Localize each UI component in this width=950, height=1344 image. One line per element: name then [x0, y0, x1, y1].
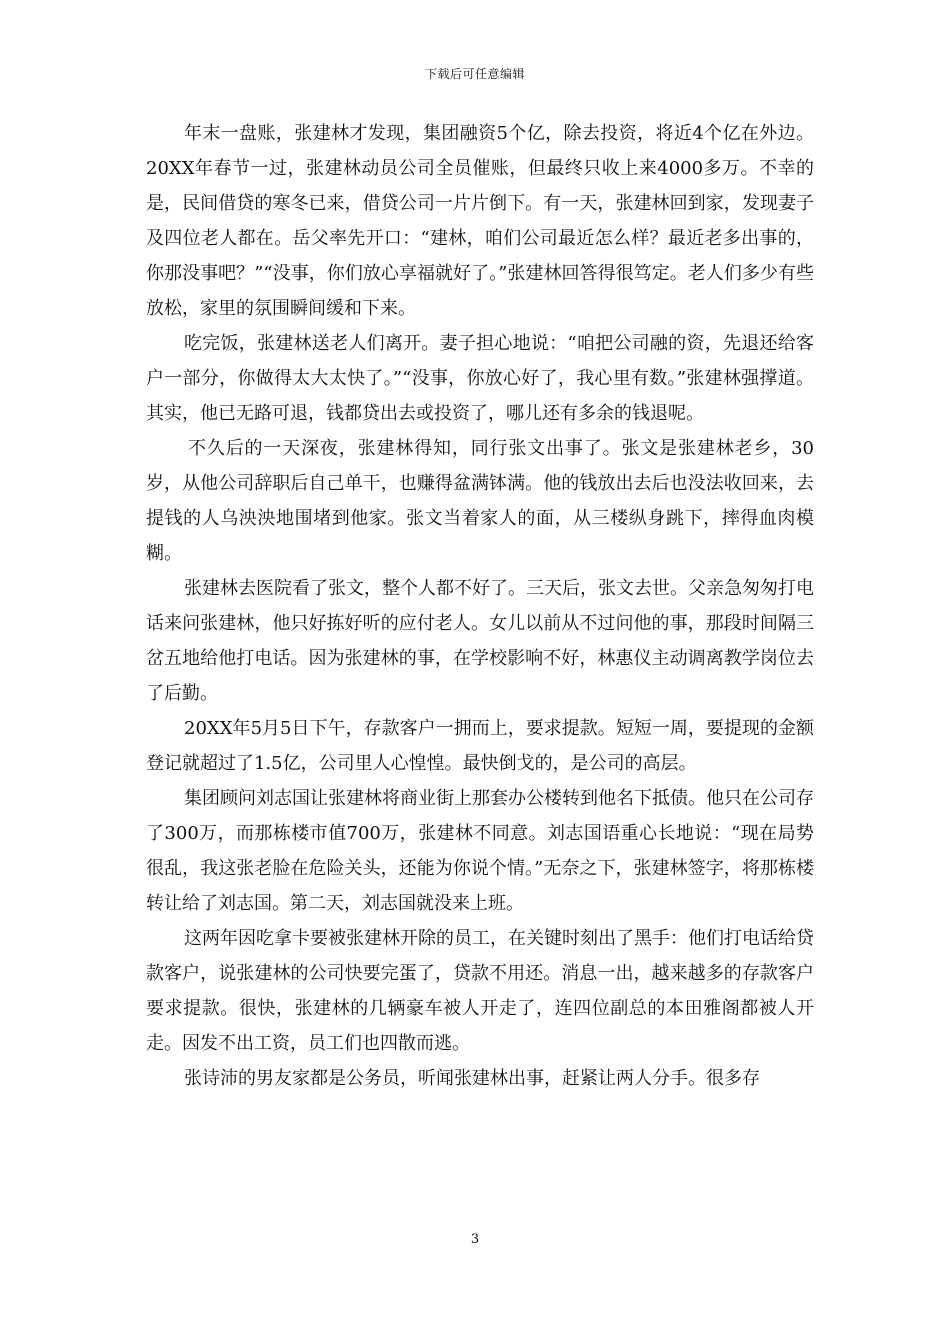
paragraph-2: 吃完饭，张建林送老人们离开。妻子担心地说：“咱把公司融的资，先退还给客户一部分，你做得太大太快了。”“没事，你放心好了，我心里有数。”张建林强撑道。其实，他已无路可退，钱都贷出去或投资了，哪儿还有多余的钱退呢。 [146, 333, 814, 424]
document-body [146, 116, 814, 1096]
paragraph-4: 张建林去医院看了张文，整个人都不好了。三天后，张文去世。父亲急匆匆打电话来问张建林，他只好拣好听的应付老人。女儿以前从不过问他的事，那段时间隔三岔五地给他打电话。因为张建林的事，在学校影响不好，林惠仪主动调离教学岗位去了后勤。 [146, 578, 814, 704]
page-number: 3 [470, 1232, 480, 1247]
paragraph-3: 不久后的一天深夜，张建林得知，同行张文出事了。张文是张建林老乡，30岁，从他公司辞职后自己单干，也赚得盆满钵满。他的钱放出去后也没法收回来，去提钱的人乌泱泱地围堵到他家。张文当着家人的面，从三楼纵身跳下，摔得血肉模糊。 [146, 438, 814, 564]
page-header: 下载后可任意编辑 [424, 67, 525, 81]
paragraph-8: 张诗沛的男友家都是公务员，听闻张建林出事，赶紧让两人分手。很多存 [184, 1068, 760, 1089]
paragraph-6: 集团顾问刘志国让张建林将商业街上那套办公楼转到他名下抵债。他只在公司存了300万，而那栋楼市值700万，张建林不同意。刘志国语重心长地说：“现在局势很乱，我这张老脸在危险关头，还能为你说个情。”无奈之下，张建林签字，将那栋楼转让给了刘志国。第二天，刘志国就没来上班。 [146, 788, 814, 914]
paragraph-5: 20XX年5月5日下午，存款客户一拥而上，要求提款。短短一周，要提现的金额登记就超过了1.5亿，公司里人心惶惶。最快倒戈的，是公司的高层。 [146, 718, 814, 774]
paragraph-7: 这两年因吃拿卡要被张建林开除的员工，在关键时刻出了黑手：他们打电话给贷款客户，说张建林的公司快要完蛋了，贷款不用还。消息一出，越来越多的存款客户要求提款。很快，张建林的几辆豪车被人开走了，连四位副总的本田雅阁都被人开走。因发不出工资，员工们也四散而逃。 [146, 928, 814, 1054]
paragraph-1: 年末一盘账，张建林才发现，集团融资5个亿，除去投资，将近4个亿在外边。20XX年春节一过，张建林动员公司全员催账，但最终只收上来4000多万。不幸的是，民间借贷的寒冬已来，借贷公司一片片倒下。有一天，张建林回到家，发现妻子及四位老人都在。岳父率先开口：“建林，咱们公司最近怎么样？最近老多出事的，你那没事吧？”“没事，你们放心享福就好了。”张建林回答得很笃定。老人们多少有些放松，家里的氛围瞬间缓和下来。 [146, 123, 814, 319]
